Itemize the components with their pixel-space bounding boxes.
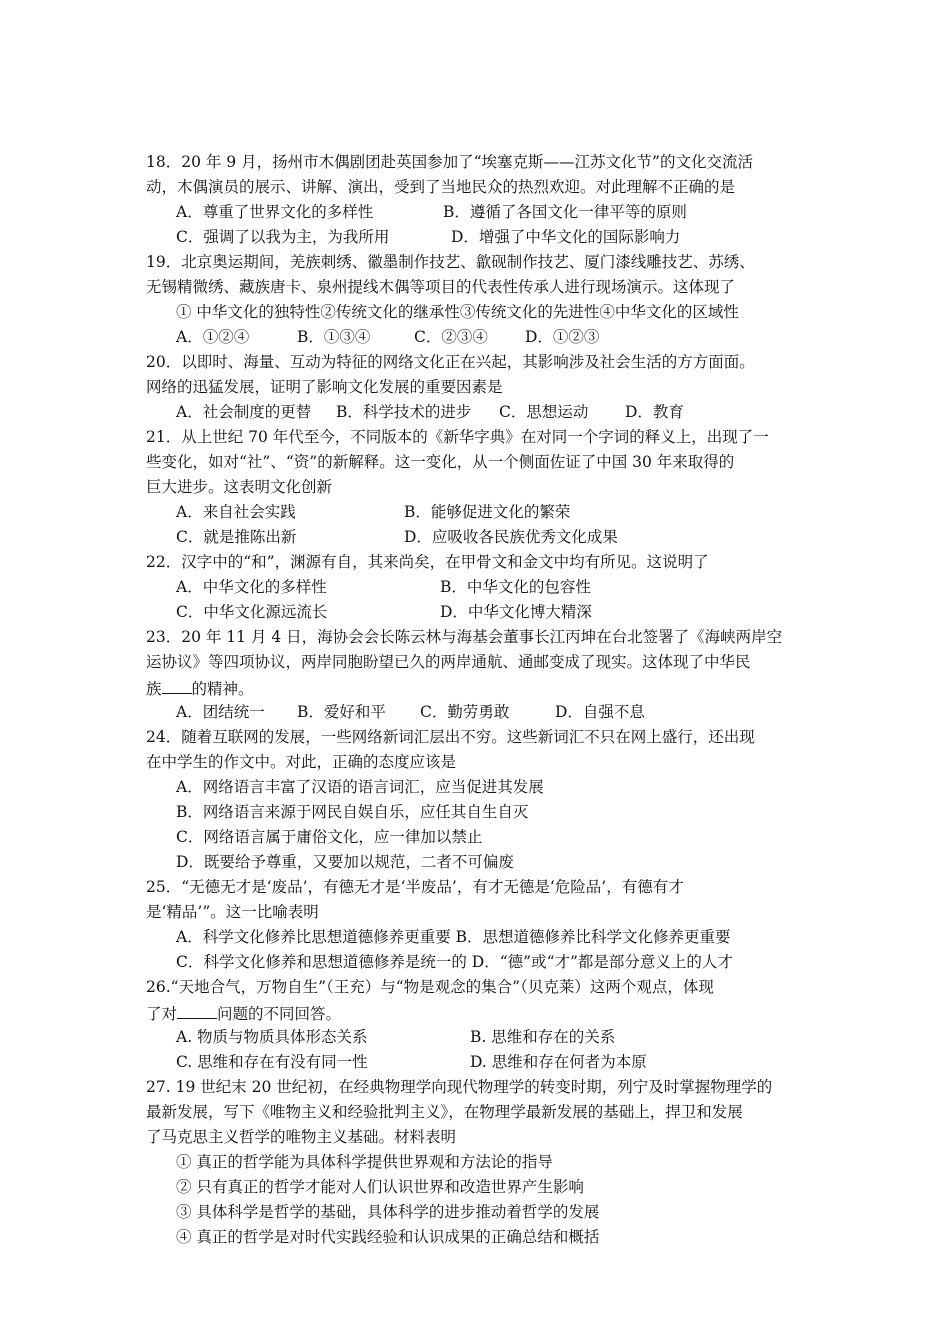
- q23-option-c: C．勤劳勇敢: [420, 703, 510, 721]
- q19-stem-line-2: 无锡精微绣、藏族唐卡、泉州提线木偶等项目的代表性传承人进行现场演示。这体现了: [146, 278, 736, 296]
- q26-option-c: C. 思维和存在有没有同一性: [176, 1053, 368, 1071]
- q24-option-b: B．网络语言来源于网民自娱自乐，应任其自生自灭: [176, 803, 529, 821]
- q27-stem-line-1: 27. 19 世纪末 20 世纪初，在经典物理学向现代物理学的转变时期，列宁及时掌握物理学的: [146, 1078, 773, 1096]
- q26-stem-line-1: 26.“天地合气，万物自生”（王充）与“物是观念的集合”（贝克莱）这两个观点，体现: [146, 978, 714, 996]
- q21-stem-line-2: 些变化，如对“社”、“资”的新解释。这一变化，从一个侧面佐证了中国 30 年来取得的: [146, 453, 735, 471]
- q24-stem-line-2: 在中学生的作文中。对此，正确的态度应该是: [146, 753, 457, 771]
- q21-option-b: B．能够促进文化的繁荣: [404, 503, 571, 521]
- q23-stem-end-b: 的精神。: [191, 680, 254, 698]
- q23-stem-line-1: 23．20 年 11 月 4 日，海协会会长陈云林与海基会董事长江丙坤在台北签署了《海峡两岸空: [146, 628, 783, 646]
- q20-option-a: A．社会制度的更替: [176, 403, 312, 421]
- q21-option-a: A．来自社会实践: [176, 503, 296, 521]
- q19-option-a: A．①②④: [176, 328, 250, 346]
- q21-stem-line-1: 21．从上世纪 70 年代至今，不同版本的《新华字典》在对同一个字词的释义上，出现了一: [146, 428, 769, 446]
- q24-option-d: D．既要给予尊重，又要加以规范，二者不可偏废: [176, 853, 514, 871]
- q20-option-c: C．思想运动: [499, 403, 589, 421]
- q27-stem-line-2: 最新发展，写下《唯物主义和经验批判主义》，在物理学最新发展的基础上，捍卫和发展: [146, 1103, 743, 1121]
- q23-answer-blank: [162, 677, 192, 694]
- q26-option-d: D. 思维和存在何者为本原: [470, 1053, 647, 1071]
- q23-stem-end-a: 族: [146, 680, 162, 698]
- q20-option-b: B．科学技术的进步: [336, 403, 472, 421]
- q19-option-d: D．①②③: [525, 328, 600, 346]
- q26-stem-b2: 问题的不同回答。: [217, 1005, 342, 1023]
- q27-item-4: ④ 真正的哲学是对时代实践经验和认识成果的正确总结和概括: [176, 1228, 600, 1246]
- q25-stem-line-2: 是‘精品’”。这一比喻表明: [146, 903, 319, 921]
- q20-stem-line-1: 20．以即时、海量、互动为特征的网络文化正在兴起，其影响涉及社会生活的方方面面。: [146, 353, 755, 371]
- q27-item-1: ① 真正的哲学能为具体科学提供世界观和方法论的指导: [176, 1153, 553, 1171]
- q20-option-d: D．教育: [625, 403, 684, 421]
- q22-option-a: A．中华文化的多样性: [176, 578, 327, 596]
- q20-stem-line-2: 网络的迅猛发展，证明了影响文化发展的重要因素是: [146, 378, 503, 396]
- q23-option-d: D．自强不息: [555, 703, 645, 721]
- q21-option-d: D．应吸收各民族优秀文化成果: [404, 528, 618, 546]
- q22-stem-line-1: 22．汉字中的“和”，渊源有自，其来尚矣，在甲骨文和金文中均有所见。这说明了: [146, 553, 709, 571]
- q27-item-3: ③ 具体科学是哲学的基础，具体科学的进步推动着哲学的发展: [176, 1203, 600, 1221]
- q19-option-c: C．②③④: [414, 328, 488, 346]
- q19-option-b: B．①③④: [297, 328, 371, 346]
- q18-stem-line-2: 动，木偶演员的展示、讲解、演出，受到了当地民众的热烈欢迎。对此理解不正确的是: [146, 178, 736, 196]
- q26-option-a: A. 物质与物质具体形态关系: [176, 1028, 368, 1046]
- q18-option-b: B．遵循了各国文化一律平等的原则: [443, 203, 687, 221]
- q21-option-c: C．就是推陈出新: [176, 528, 297, 546]
- q23-stem-line-3: [146, 677, 254, 699]
- q24-option-c: C．网络语言属于庸俗文化，应一律加以禁止: [176, 828, 483, 846]
- q24-option-a: A．网络语言丰富了汉语的语言词汇，应当促进其发展: [176, 778, 544, 796]
- q23-option-b: B．爱好和平: [297, 703, 386, 721]
- q22-option-c: C．中华文化源远流长: [176, 603, 328, 621]
- q26-answer-blank: [177, 1002, 217, 1019]
- q22-option-d: D．中华文化博大精深: [440, 603, 592, 621]
- q23-stem-line-2: 运协议》等四项协议，两岸同胞盼望已久的两岸通航、通邮变成了现实。这体现了中华民: [146, 653, 751, 671]
- q24-stem-line-1: 24．随着互联网的发展，一些网络新词汇层出不穷。这些新词汇不只在网上盛行，还出现: [146, 728, 755, 746]
- q26-stem-line-2: [146, 1002, 341, 1024]
- q27-item-2: ② 只有真正的哲学才能对人们认识世界和改造世界产生影响: [176, 1178, 584, 1196]
- q18-stem-line-1: 18．20 年 9 月，扬州市木偶剧团赴英国参加了“埃塞克斯——江苏文化节”的文化交流活: [146, 153, 753, 171]
- q22-option-b: B．中华文化的包容性: [440, 578, 591, 596]
- q23-option-a: A．团结统一: [176, 703, 265, 721]
- q26-option-b: B. 思维和存在的关系: [470, 1028, 616, 1046]
- q26-stem-b1: 了对: [146, 1005, 178, 1023]
- q19-items: ① 中华文化的独特性②传统文化的继承性③传统文化的先进性④中华文化的区域性: [176, 303, 739, 321]
- q25-options-ab: A．科学文化修养比思想道德修养更重要 B．思想道德修养比科学文化修养更重要: [176, 928, 731, 946]
- q21-stem-line-3: 巨大进步。这表明文化创新: [146, 478, 333, 496]
- q19-stem-line-1: 19．北京奥运期间，羌族刺绣、徽墨制作技艺、歙砚制作技艺、厦门漆线雕技艺、苏绣、: [146, 253, 755, 271]
- q25-options-cd: C．科学文化修养和思想道德修养是统一的 D．“德”或“才”都是部分意义上的人才: [176, 953, 733, 971]
- q18-option-c: C．强调了以我为主，为我所用: [176, 228, 390, 246]
- q25-stem-line-1: 25．“无德无才是‘废品’，有德无才是‘半废品’，有才无德是‘危险品’，有德有才: [146, 878, 684, 896]
- q27-stem-line-3: 了马克思主义哲学的唯物主义基础。材料表明: [146, 1128, 457, 1146]
- q18-option-a: A．尊重了世界文化的多样性: [176, 203, 374, 221]
- q18-option-d: D．增强了中华文化的国际影响力: [451, 228, 681, 246]
